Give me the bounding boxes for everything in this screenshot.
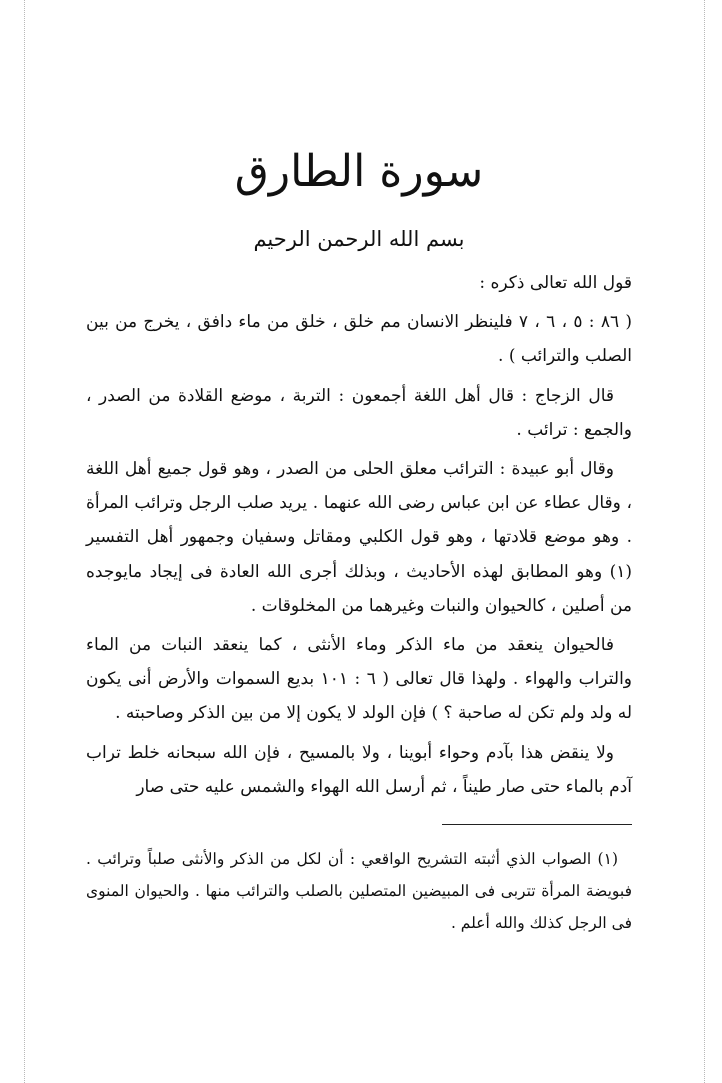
paragraph-verse: ( ٨٦ : ٥ ، ٦ ، ٧ فلينظر الانسان مم خلق ، خلق من ماء دافق ، يخرج من بين الصلب والترائب ) . — [86, 312, 632, 367]
paragraph-intro: قول الله تعالى ذكره : — [479, 273, 632, 293]
basmala: بسم الله الرحمن الرحيم — [253, 227, 465, 251]
paragraph-animal: فالحيوان ينعقد من ماء الذكر وماء الأنثى ، كما ينعقد النبات من الماء والتراب والهواء . ولهذا قال تعالى ( ٦ : ١٠١ بديع السموات والأرض أنى يكون له ولد ولم تكن له صاحبة ؟ ) فإن الولد لا يكون إلا من بين الذكر وصاحبته . — [86, 635, 633, 724]
right-scan-edge — [704, 0, 705, 1083]
page-content — [86, 140, 632, 939]
paragraph-abu-ubaida: وقال أبو عبيدة : الترائب معلق الحلى من الصدر ، وهو قول جميع أهل اللغة ، وقال عطاء عن ابن عباس رضى الله عنهما . يريد صلب الرجل وترائب المرأة . وهو موضع قلادتها ، وهو قول الكلبي ومقاتل وسفيان وجمهور أهل التفسير (١) وهو المطابق لهذه الأحاديث ، وبذلك أجرى الله العادة فى إيجاد مايوجده من أصلين ، كالحيوان والنبات وغيرهما من المخلوقات . — [86, 459, 632, 616]
left-scan-edge — [24, 0, 25, 1083]
footnote: (١) الصواب الذي أثبته التشريح الواقعي : أن لكل من الذكر والأنثى صلباً وترائب . فبويضة المرأة تتربى فى المبيضين المتصلين بالصلب والترائب منها . والحيوان المنوى فى الرجل كذلك والله أعلم . — [86, 850, 632, 933]
footnote-divider — [442, 824, 632, 825]
surah-title: سورة الطارق — [234, 146, 484, 197]
paragraph-adam: ولا ينقض هذا بآدم وحواء أبوينا ، ولا بالمسيح ، فإن الله سبحانه خلط تراب آدم بالماء حتى صار طيناً ، ثم أرسل الله الهواء والشمس عليه حتى صار — [86, 742, 632, 797]
paragraph-zajjaj: قال الزجاج : قال أهل اللغة أجمعون : التربة ، موضع القلادة من الصدر ، والجمع : ترائب . — [86, 385, 632, 440]
